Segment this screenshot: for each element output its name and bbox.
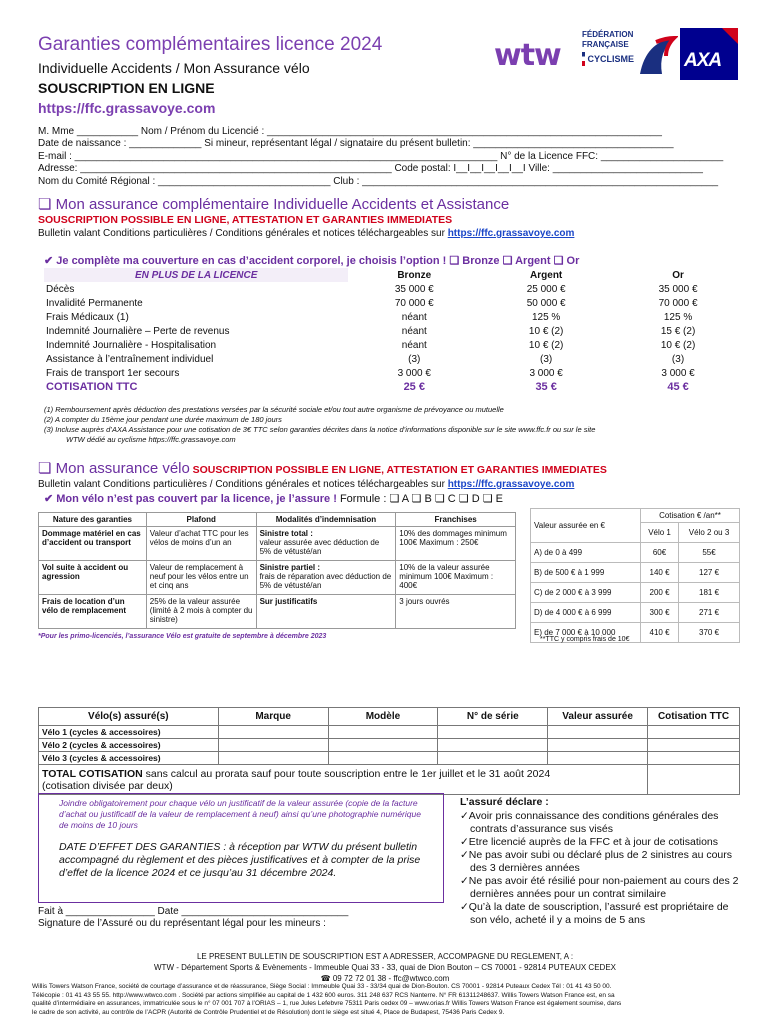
- ia-cell-label: Décès: [46, 283, 75, 295]
- table-row: [44, 296, 744, 310]
- price-cell-p1: 60€: [641, 543, 679, 563]
- ia-cell-o: (3): [671, 353, 685, 365]
- price-cell-p2: 271 €: [679, 603, 740, 623]
- declaration-item: ✓Ne pas avoir été résilié pour non-paiement au cours des 2 dernières années pour un contrat similaire: [460, 875, 739, 900]
- footer-legal-2: Télécopie : 01 41 43 55 55. http://www.wtwco.com . Société par actions simplifiée au capital de 1 432 600 euros. 311 248 637 RCS Nanterre. N° FR 61311248637. Willis Towers Watson France est, en sa: [32, 991, 615, 999]
- site-link[interactable]: https://ffc.grassavoye.com: [38, 100, 216, 116]
- ia-cell-label: Frais Médicaux (1): [46, 311, 129, 323]
- online-label: SOUSCRIPTION EN LIGNE: [38, 80, 215, 96]
- velo-cell-plafond: Valeur d’achat TTC pour les vélos de moins d’un an: [146, 527, 256, 561]
- velo-cell-plafond: 25% de la valeur assurée (limité à 2 mois à compter du sinistre): [146, 595, 256, 629]
- velo-guarantee-table: [38, 512, 516, 629]
- velo-v2-head: Vélo 2 ou 3: [679, 523, 740, 543]
- bikes-h-velo: Vélo(s) assuré(s): [39, 708, 219, 726]
- table-row: [44, 338, 744, 352]
- price-cell-p1: 200 €: [641, 583, 679, 603]
- ia-bulletin-text: Bulletin valant Conditions particulières / Conditions générales et notices téléchargeables sur: [38, 228, 448, 239]
- ia-cell-a: 10 € (2): [528, 339, 564, 351]
- wtw-logo: wtw: [494, 38, 561, 73]
- footer-legal-3: qualité d’intermédiaire en assurances, immatriculée sous le n° 07 001 707 à l’ORIAS – 1, rue Jules Lefebvre 75311 Paris cedex 09 – www.orias.fr Willis Towers Watson France est également soumise, dans: [32, 1000, 622, 1007]
- ia-cell-label: Assistance à l’entraînement individuel: [46, 353, 214, 365]
- table-row: [44, 310, 744, 324]
- bikes-h-marque: Marque: [218, 708, 328, 726]
- footer-legal-1: Willis Towers Watson France, société de courtage d’assurance et de réassurance, Siège Social : Immeuble Quai 33 - 33/34 quai de Dion-Bouton. CS 70001 - 92814 Puteaux Cedex Tél : 01 41 43 50 00.: [32, 983, 612, 990]
- price-cell-t: D) de 4 000 € à 6 999: [531, 603, 641, 623]
- ia-cell-label: Indemnité Journalière - Hospitalisation: [46, 339, 217, 351]
- ia-cell-o: 15 € (2): [660, 325, 696, 337]
- axa-logo-text: AXA: [684, 50, 722, 71]
- declaration-title: L’assuré déclare :: [460, 796, 549, 808]
- ffc-logo: [580, 30, 680, 82]
- price-cell-t: E) de 7 000 € à 10 000: [531, 623, 641, 643]
- velo-cell-modal-text: frais de réparation avec déduction de 5% de vétusté/an: [259, 572, 392, 590]
- conditions-p2: DATE D’EFFET DES GARANTIES : à réception par WTW du présent bulletin accompagné du règlement et des pièces justificatives et à compter de la prise d’effet de la licence 2024 et ce jusqu’au 31 décembre 2024.: [59, 841, 421, 879]
- velo-cell-plafond: Valeur de remplacement à neuf pour les vélos entre un et cinq ans: [146, 561, 256, 595]
- ia-cell-b: néant: [401, 339, 427, 351]
- ia-cell-o: 125 %: [663, 311, 693, 323]
- ia-note-3b: WTW dédié au cyclisme https://ffc.grassavoye.com: [66, 435, 236, 444]
- bikes-total-label: [39, 765, 648, 795]
- table-row: [44, 282, 744, 296]
- table-row: [39, 561, 516, 595]
- ia-cell-o: 35 000 €: [658, 283, 698, 295]
- table-row: [531, 563, 740, 583]
- axa-logo: [680, 28, 738, 80]
- price-cell-p2: 370 €: [679, 623, 740, 643]
- ia-cell-label: Invalidité Permanente: [46, 297, 143, 309]
- velo-cell-modal-title: Sinistre total :: [259, 529, 313, 538]
- price-cell-t: B) de 500 € à 1 999: [531, 563, 641, 583]
- ia-cell-label: Frais de transport 1er secours: [46, 367, 180, 379]
- velo-price-table: [530, 508, 740, 643]
- footer-line-2: WTW - Département Sports & Evènements - Immeuble Quai 33 - 33, quai de Dion Bouton – CS 70001 - 92814 PUTEAUX CEDEX: [154, 963, 616, 972]
- declaration-item: ✓Ne pas avoir subi ou déclaré plus de 2 sinistres au cours des 3 dernières années: [460, 849, 733, 874]
- ffc-logo-line1: FÉDÉRATION: [582, 30, 634, 39]
- ia-choice[interactable]: ✔ Je complète ma couverture en cas d’accident corporel, je choisis l’option ! ❏ Bronze ❏ Argent ❏ Or: [44, 255, 580, 267]
- ia-col-or: Or: [672, 269, 684, 281]
- velo-cell-nature: Vol suite à accident ou agression: [39, 561, 147, 595]
- ia-note-3: (3) Incluse auprès d’AXA Assistance pour une cotisation de 3€ TTC selon garanties décrites dans la notice d’informations disponible sur le site www.ffc.fr ou sur le site: [44, 425, 596, 434]
- form-line-committee[interactable]: Nom du Comité Régional : _______________________________ Club : ________________________________________________________________: [38, 176, 719, 187]
- ia-cell-b: néant: [401, 311, 427, 323]
- table-row[interactable]: [39, 752, 740, 765]
- velo-cell-franch: 10% des dommages minimum 100€ Maximum : 250€: [396, 527, 516, 561]
- velo-choice-label: ✔ Mon vélo n’est pas couvert par la licence, je l’assure !: [44, 493, 337, 505]
- ia-col-header: EN PLUS DE LA LICENCE: [44, 268, 348, 282]
- table-row: [531, 543, 740, 563]
- table-row: [44, 352, 744, 366]
- velo-online-notice: SOUSCRIPTION POSSIBLE EN LIGNE, ATTESTATION ET GARANTIES IMMEDIATES: [192, 464, 607, 476]
- velo-cell-modal-title: Sinistre partiel :: [259, 563, 321, 572]
- table-row[interactable]: [39, 726, 740, 739]
- ia-cell-a: 3 000 €: [529, 367, 563, 379]
- ffc-logo-line2: FRANÇAISE: [582, 40, 629, 49]
- ia-bulletin: [38, 228, 574, 239]
- page-title: Garanties complémentaires licence 2024: [38, 34, 383, 55]
- bikes-total-text: sans calcul au prorata sauf pour toute souscription entre le 1er juillet et le 31 août 2024: [142, 767, 551, 780]
- footer-legal-4: le cadre de son activité, au contrôle de l’ACPR (Autorité de Contrôle Prudentiel et de Résolution) dont le siège est situé 4, Place de Budapest, 75436 Paris Cedex 9.: [32, 1008, 505, 1016]
- velo-cell-modal-title: Sur justificatifs: [259, 597, 318, 606]
- velo-cell-modal: [256, 561, 396, 595]
- table-row: [39, 595, 516, 629]
- velo-cell-modal: [256, 527, 396, 561]
- bikes-total-value[interactable]: [648, 765, 740, 795]
- bikes-total-bold: TOTAL COTISATION: [42, 767, 143, 780]
- velo-section-title: ❏ Mon assurance vélo: [38, 460, 190, 477]
- ia-cot-label: COTISATION TTC: [46, 381, 138, 393]
- price-cell-p1: 300 €: [641, 603, 679, 623]
- bikes-total-text2: (cotisation divisée par deux): [42, 779, 173, 792]
- table-row: [39, 527, 516, 561]
- ia-cell-b: 70 000 €: [394, 297, 434, 309]
- ia-col-argent: Argent: [530, 269, 563, 281]
- velo-h-plafond: Plafond: [146, 513, 256, 527]
- page-subtitle: Individuelle Accidents / Mon Assurance vélo: [38, 60, 310, 76]
- ia-cell-a: 10 € (2): [528, 325, 564, 337]
- ffc-swirl-icon: [636, 34, 678, 78]
- velo-h-franch: Franchises: [396, 513, 516, 527]
- velo-cell-franch: 10% de la valeur assurée minimum 100€ Maximum : 400€: [396, 561, 516, 595]
- table-row: [531, 583, 740, 603]
- declaration-item: ✓Etre licencié auprès de la FFC et à jour de cotisations: [460, 836, 719, 848]
- declaration-item: ✓Avoir pris connaissance des conditions générales des contrats d’assurance sus visés: [460, 810, 719, 835]
- ffc-logo-line3: CYCLISME: [587, 54, 634, 64]
- bikes-h-cotisation: Cotisation TTC: [648, 708, 740, 726]
- velo-choice[interactable]: [44, 492, 503, 505]
- ia-online-notice: SOUSCRIPTION POSSIBLE EN LIGNE, ATTESTATION ET GARANTIES IMMEDIATES: [38, 214, 453, 226]
- form-line-email[interactable]: E-mail : ____________________________________________________________________________ N° de la Licence FFC: ______________________: [38, 151, 724, 162]
- ia-guarantee-table: [44, 268, 744, 394]
- ia-cell-label: Indemnité Journalière – Perte de revenus: [46, 325, 230, 337]
- bikes-row-1: Vélo 1 (cycles & accessoires): [39, 726, 219, 739]
- ia-note-1: (1) Remboursement après déduction des prestations versées par la sécurité sociale et/ou tout autre organisme de prévoyance ou mutuelle: [44, 405, 504, 414]
- table-row: [44, 366, 744, 380]
- velo-bulletin-text: Bulletin valant Conditions particulières / Conditions générales et notices téléchargeables sur: [38, 479, 448, 490]
- ia-cell-a: 25 000 €: [526, 283, 566, 295]
- ia-note-2: (2) A compter du 15ème jour pendant une durée maximum de 180 jours: [44, 415, 282, 424]
- footer-legal: [32, 983, 744, 1017]
- ia-section-title: ❏ Mon assurance complémentaire Individuelle Accidents et Assistance: [38, 196, 510, 213]
- table-row: [531, 603, 740, 623]
- bikes-row-2: Vélo 2 (cycles & accessoires): [39, 739, 219, 752]
- velo-cell-franch: 3 jours ouvrés: [396, 595, 516, 629]
- ia-cell-b: (3): [408, 353, 421, 365]
- ia-bulletin-link[interactable]: https://ffc.grassavoye.com: [447, 228, 575, 239]
- ia-cell-a: 50 000 €: [526, 297, 566, 309]
- declaration: [460, 796, 740, 927]
- ffc-flag-icon: [582, 52, 585, 66]
- velo-cell-nature: Dommage matériel en cas d’accident ou transport: [39, 527, 147, 561]
- velo-val-head: Valeur assurée en €: [531, 509, 641, 543]
- velo-cell-nature: Frais de location d’un vélo de remplacement: [39, 595, 147, 629]
- ia-cot-argent: 35 €: [535, 381, 557, 393]
- bikes-h-modele: Modèle: [328, 708, 438, 726]
- price-cell-p2: 127 €: [679, 563, 740, 583]
- form-line-address[interactable]: Adresse: ________________________________________________________ Code postal: I__I__I__I__I__I Ville: ___________________________: [38, 163, 703, 174]
- velo-ttc-note: **TTC y compris frais de 10€: [540, 636, 630, 643]
- form-line-name[interactable]: M. Mme ___________ Nom / Prénom du Licencié : _______________________________________________________________________: [38, 126, 662, 137]
- table-row[interactable]: [39, 739, 740, 752]
- table-row: [44, 324, 744, 338]
- ia-cell-o: 70 000 €: [658, 297, 698, 309]
- bikes-table: [38, 707, 740, 795]
- velo-section-header: [38, 459, 607, 477]
- ia-cell-o: 10 € (2): [660, 339, 696, 351]
- velo-v1-head: Vélo 1: [641, 523, 679, 543]
- ia-cell-o: 3 000 €: [661, 367, 695, 379]
- price-cell-p1: 410 €: [641, 623, 679, 643]
- bikes-h-valeur: Valeur assurée: [548, 708, 648, 726]
- conditions-p1: Joindre obligatoirement pour chaque vélo un justificatif de la valeur assurée (copie de la facture d’achat ou justificatif de la valeur de remplacement à neuf) ainsi qu’une photographie numérique de moins de 10 jours: [59, 798, 421, 830]
- velo-bulletin-link[interactable]: https://ffc.grassavoye.com: [447, 479, 575, 490]
- ia-cot-bronze: 25 €: [403, 381, 425, 393]
- ia-cell-b: néant: [401, 325, 427, 337]
- ia-cell-b: 3 000 €: [397, 367, 431, 379]
- price-cell-t: A) de 0 à 499: [531, 543, 641, 563]
- velo-h-modal: Modalités d’indemnisation: [256, 513, 396, 527]
- ia-cell-b: 35 000 €: [394, 283, 434, 295]
- sign-signature[interactable]: Signature de l’Assuré ou du représentant légal pour les mineurs :: [38, 918, 326, 929]
- ia-col-bronze: Bronze: [397, 269, 432, 281]
- velo-cell-modal-text: valeur assurée avec déduction de 5% de vétusté/an: [259, 538, 380, 556]
- ia-cell-a: 125 %: [531, 311, 561, 323]
- velo-cot-head: Cotisation € /an**: [641, 509, 740, 523]
- ia-cell-a: (3): [540, 353, 553, 365]
- form-line-birth[interactable]: Date de naissance : _____________ Si mineur, représentant légal / signataire du présent bulletin: ____________________________________: [38, 138, 674, 149]
- price-cell-p2: 181 €: [679, 583, 740, 603]
- footer-line-1: LE PRESENT BULLETIN DE SOUSCRIPTION EST A ADRESSER, ACCOMPAGNE DU REGLEMENT, A :: [196, 952, 574, 961]
- declaration-item: ✓Qu’à la date de souscription, l’assuré est propriétaire de son vélo, acheté il y a moins de 5 ans: [460, 901, 729, 926]
- bikes-h-serie: N° de série: [438, 708, 548, 726]
- ia-cot-or: 45 €: [667, 381, 689, 393]
- sign-place-date[interactable]: Fait à ________________ Date ______________________________: [38, 906, 349, 917]
- bikes-row-3: Vélo 3 (cycles & accessoires): [39, 752, 219, 765]
- price-cell-t: C) de 2 000 € à 3 999: [531, 583, 641, 603]
- conditions-box: [38, 793, 444, 903]
- footer-line-3: ☎ 09 72 72 01 38 - ffc@wtwco.com: [320, 974, 450, 983]
- velo-cell-modal: [256, 595, 396, 629]
- price-cell-p1: 140 €: [641, 563, 679, 583]
- price-cell-p2: 55€: [679, 543, 740, 563]
- velo-bulletin: [38, 479, 574, 490]
- velo-formula[interactable]: Formule : ❏ A ❏ B ❏ C ❏ D ❏ E: [336, 493, 503, 505]
- velo-h-nature: Nature des garanties: [39, 513, 147, 527]
- velo-promo: *Pour les primo-licenciés, l’assurance Vélo est gratuite de septembre à décembre 2023: [38, 633, 327, 640]
